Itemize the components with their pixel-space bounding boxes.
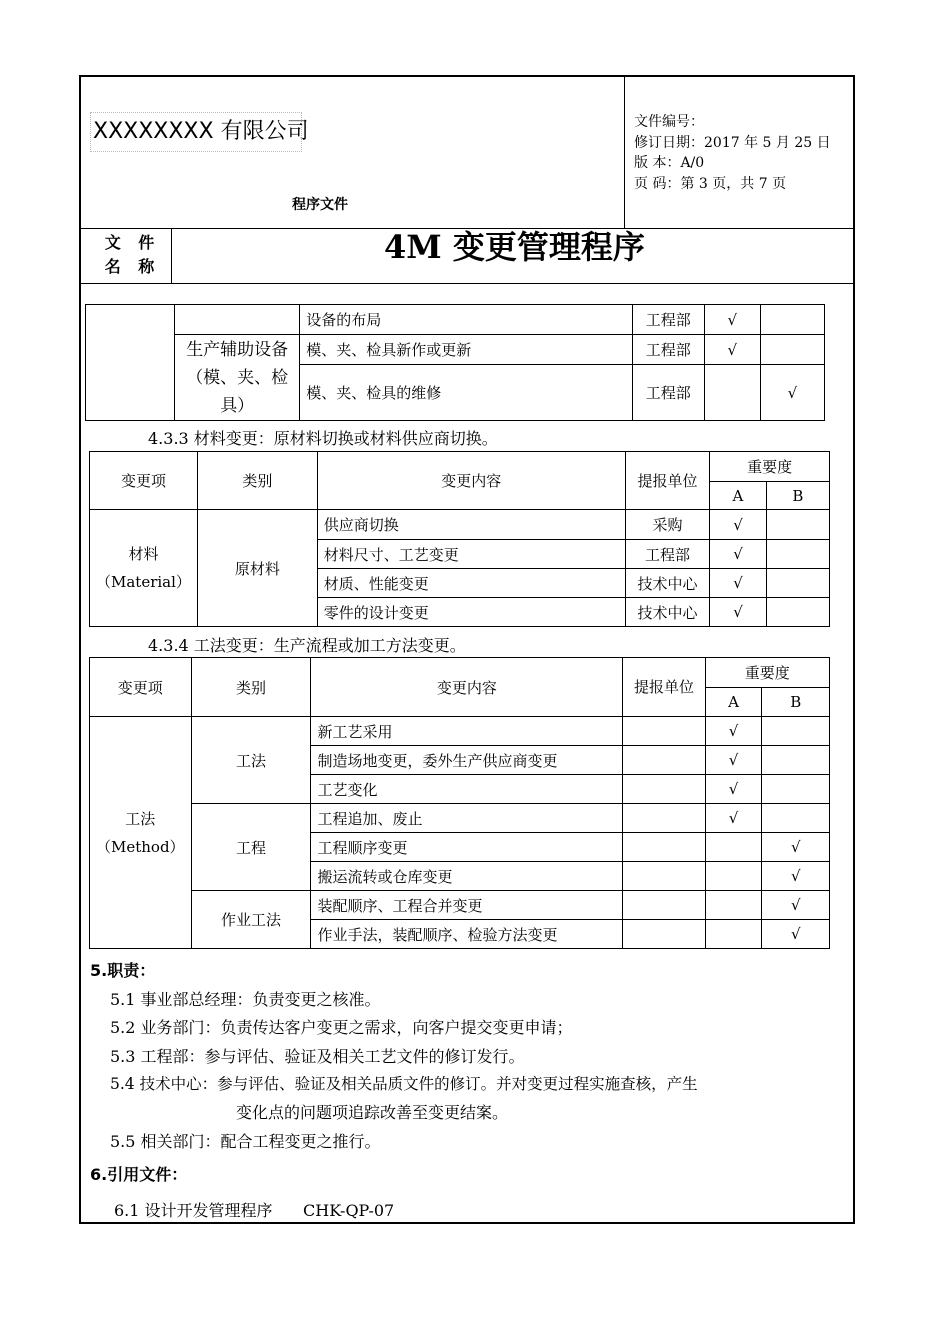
revision-date: 修订日期：2017 年 5 月 25 日	[634, 134, 831, 151]
page-number: 页 码：第 3 页，共 7 页	[634, 175, 787, 192]
title-bottom-line	[79, 283, 855, 284]
header-divider	[624, 75, 625, 228]
references-heading: 6.引用文件：	[90, 1165, 188, 1184]
group-label: 生产辅助设备（模、夹、检具）	[175, 335, 300, 421]
material-table: 变更项 类别 变更内容 提报单位 重要度 A B 材料（Material） 原材料 供应商切换 采购 √ 材料尺寸、工艺变更 工程部 √ 材质、性能变更 技术中心 √ 零件的设计变更 技术中心 √	[89, 451, 830, 627]
document-type: 程序文件	[292, 197, 348, 213]
doc-number: 文件编号：	[634, 114, 704, 130]
responsibilities-heading: 5.职责：	[90, 961, 156, 980]
section-4-3-4: 4.3.4 工法变更：生产流程或加工方法变更。	[148, 636, 466, 655]
resp-item: 5.4 技术中心：参与评估、验证及相关品质文件的修订。并对变更过程实施查核，产生	[110, 1075, 698, 1093]
document-meta	[634, 112, 831, 194]
method-table: 变更项 类别 变更内容 提报单位 重要度 A B 工法（Method） 工法 新工艺采用 √ 制造场地变更，委外生产供应商变更 √ 工艺变化 √ 工程 工程追加、废止 √ 工程顺序变更 √ 搬运流转或仓库变更 √ 作业工法 装配顺序、工程合并变更 √ 作业手法，装配顺序、检验方法变更 √	[89, 657, 830, 949]
title-label-divider	[171, 228, 172, 283]
resp-item: 5.1 事业部总经理：负责变更之核准。	[110, 990, 381, 1009]
reference-item: 6.1 设计开发管理程序 CHK-QP-07	[114, 1201, 395, 1220]
version: 版 本：A/0	[634, 155, 705, 171]
equipment-table: 设备的布局 工程部 √ 生产辅助设备（模、夹、检具） 模、夹、检具新作或更新 工程部 √ 模、夹、检具的维修 工程部 √	[85, 304, 825, 421]
resp-item-continued: 变化点的问题项追踪改善至变更结案。	[236, 1103, 509, 1122]
file-name-label: 文 件 名 称	[104, 233, 161, 276]
resp-item: 5.5 相关部门：配合工程变更之推行。	[110, 1132, 381, 1151]
company-name: XXXXXXXX 有限公司	[90, 112, 302, 152]
section-4-3-3: 4.3.3 材料变更：原材料切换或材料供应商切换。	[148, 429, 498, 448]
resp-item: 5.3 工程部：参与评估、验证及相关工艺文件的修订发行。	[110, 1047, 525, 1066]
page-title: 4M 变更管理程序	[384, 228, 645, 266]
table-cell: 设备的布局	[300, 305, 632, 335]
resp-item: 5.2 业务部门：负责传达客户变更之需求，向客户提交变更申请；	[110, 1018, 573, 1037]
